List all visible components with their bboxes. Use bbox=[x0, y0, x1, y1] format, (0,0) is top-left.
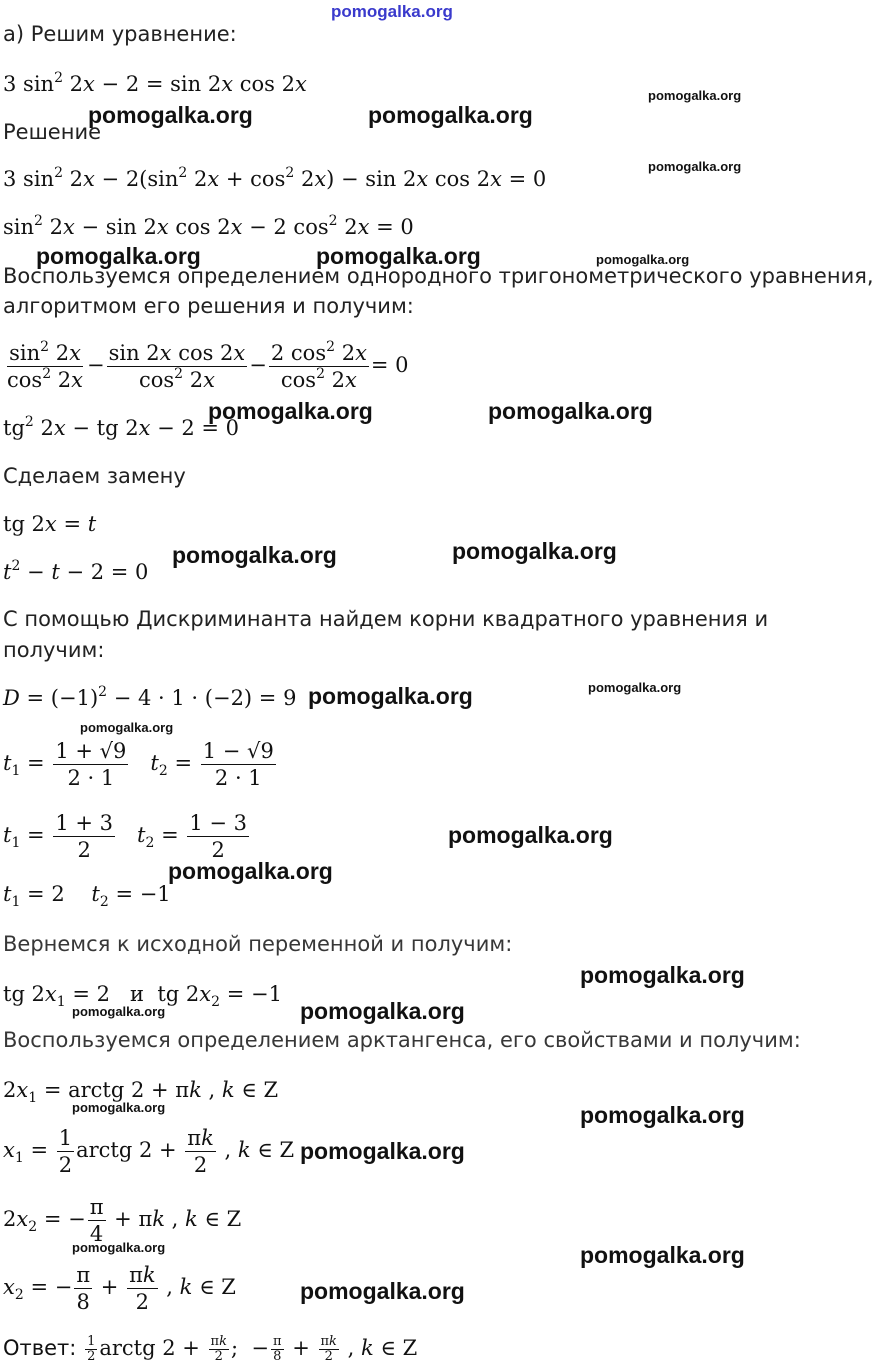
homogeneous-text-line-1: Воспользуемся определением однородного тригонометрического уравнения, bbox=[3, 264, 874, 288]
watermark: pomogalka.org bbox=[172, 542, 337, 568]
watermark: pomogalka.org bbox=[316, 243, 481, 269]
watermark: pomogalka.org bbox=[300, 1138, 465, 1164]
watermark: pomogalka.org bbox=[36, 243, 201, 269]
watermark: pomogalka.org bbox=[88, 102, 253, 128]
equation-original: 3 $\sin^2 2x - 2 = \sin 2x$ cos 2x bbox=[3, 70, 307, 96]
substitution-heading: Сделаем замену bbox=[3, 464, 186, 488]
watermark: pomogalka.org bbox=[596, 252, 690, 267]
watermark: pomogalka.org bbox=[168, 858, 333, 884]
watermark: pomogalka.org bbox=[648, 88, 742, 103]
watermark: pomogalka.org bbox=[72, 1100, 166, 1115]
header-watermark: pomogalka.org bbox=[331, 2, 453, 21]
watermark: pomogalka.org bbox=[308, 683, 473, 709]
watermark: pomogalka.org bbox=[648, 159, 742, 174]
quadratic-equation: $t^2 - t - 2 = 0$ bbox=[3, 558, 149, 584]
watermark: pomogalka.org bbox=[300, 998, 465, 1024]
watermark: pomogalka.org bbox=[588, 680, 682, 695]
solution-heading: Решение bbox=[3, 120, 102, 144]
equation-divided: $\frac{\sin^2 2x}{\cos^2 2x}$ − $\frac{\text{sin 2x cos 2x}}{\cos^2 2x}$ − $\frac{2 \cos^2 2x}{\cos^2 2x}$ = 0 bbox=[7, 339, 409, 392]
watermark: pomogalka.org bbox=[72, 1004, 166, 1019]
equation-tangent: $tg^2$ 2x − tg 2x − 2 = 0 bbox=[3, 414, 240, 440]
watermark: pomogalka.org bbox=[72, 1240, 166, 1255]
return-equations: tg $2x_1 = 2$ и tg $2x_2 = -1$ bbox=[3, 982, 282, 1010]
answer-line: Ответ: $\frac{1}{2}$ arctg 2 + $\frac{\pi k}{2}$ ; − $\frac{\pi}{8}$ + $\frac{\pi k}{2}$ , k ∈ Z bbox=[3, 1334, 418, 1364]
watermark: pomogalka.org bbox=[452, 538, 617, 564]
discriminant-text-line-1: С помощью Дискриминанта найдем корни квадратного уравнения и bbox=[3, 607, 769, 631]
watermark: pomogalka.org bbox=[208, 398, 373, 424]
roots-values: $t_1 = 2$ $t_2 = -1$ bbox=[3, 882, 171, 910]
watermark: pomogalka.org bbox=[580, 1102, 745, 1128]
solution-x2: $x_2$ = − $\frac{\pi}{8}$ + $\frac{\pi k}{2}$ , k ∈ Z bbox=[3, 1263, 236, 1314]
watermark: pomogalka.org bbox=[80, 720, 174, 735]
equation-step-1: 3 $\sin^2 2x - 2(\sin^2$ $2x + \cos^2 2x) - \sin 2x$ cos 2x = 0 bbox=[3, 165, 547, 191]
homogeneous-text-line-2: алгоритмом его решения и получим: bbox=[3, 294, 414, 318]
solution-x2-step: $2x_2$ = − $\frac{\pi}{4}$ + πk , k ∈ Z bbox=[3, 1195, 242, 1246]
arctan-text: Воспользуемся определением арктангенса, его свойствами и получим: bbox=[3, 1028, 801, 1052]
equation-step-2: $\sin^2 2x - \sin 2x$ cos 2x − 2 $\cos^2 2x = 0$ bbox=[3, 213, 414, 239]
watermark: pomogalka.org bbox=[488, 398, 653, 424]
answer-label: Ответ: bbox=[3, 1336, 77, 1360]
roots-simplified: $t_1$ = $\frac{1 + 3}{2}$ $t_2$ = $\frac{1 - 3}{2}$ bbox=[3, 811, 248, 862]
part-a-heading: а) Решим уравнение: bbox=[3, 22, 237, 46]
watermark: pomogalka.org bbox=[448, 822, 613, 848]
return-text: Вернемся к исходной переменной и получим: bbox=[3, 932, 513, 956]
solution-x1-step: $2x_1$ = arctg 2 + πk , k ∈ Z bbox=[3, 1078, 279, 1106]
discriminant-text-line-2: получим: bbox=[3, 638, 105, 662]
substitution-equation: tg 2x = t bbox=[3, 512, 97, 536]
watermark: pomogalka.org bbox=[580, 1242, 745, 1268]
solution-x1: $x_1$ = $\frac{1}{2}$ arctg 2 + $\frac{\pi k}{2}$ , k ∈ Z bbox=[3, 1126, 295, 1177]
discriminant-equation: $D = (-1)^2 - 4 \cdot 1 \cdot (-2) = 9$ bbox=[3, 684, 297, 710]
roots-formula: $t_1$ = $\frac{1 + √9}{2 \cdot 1}$ $t_2$ = $\frac{1 - √9}{2 \cdot 1}$ bbox=[3, 739, 274, 790]
watermark: pomogalka.org bbox=[300, 1278, 465, 1304]
watermark: pomogalka.org bbox=[580, 962, 745, 988]
watermark: pomogalka.org bbox=[368, 102, 533, 128]
